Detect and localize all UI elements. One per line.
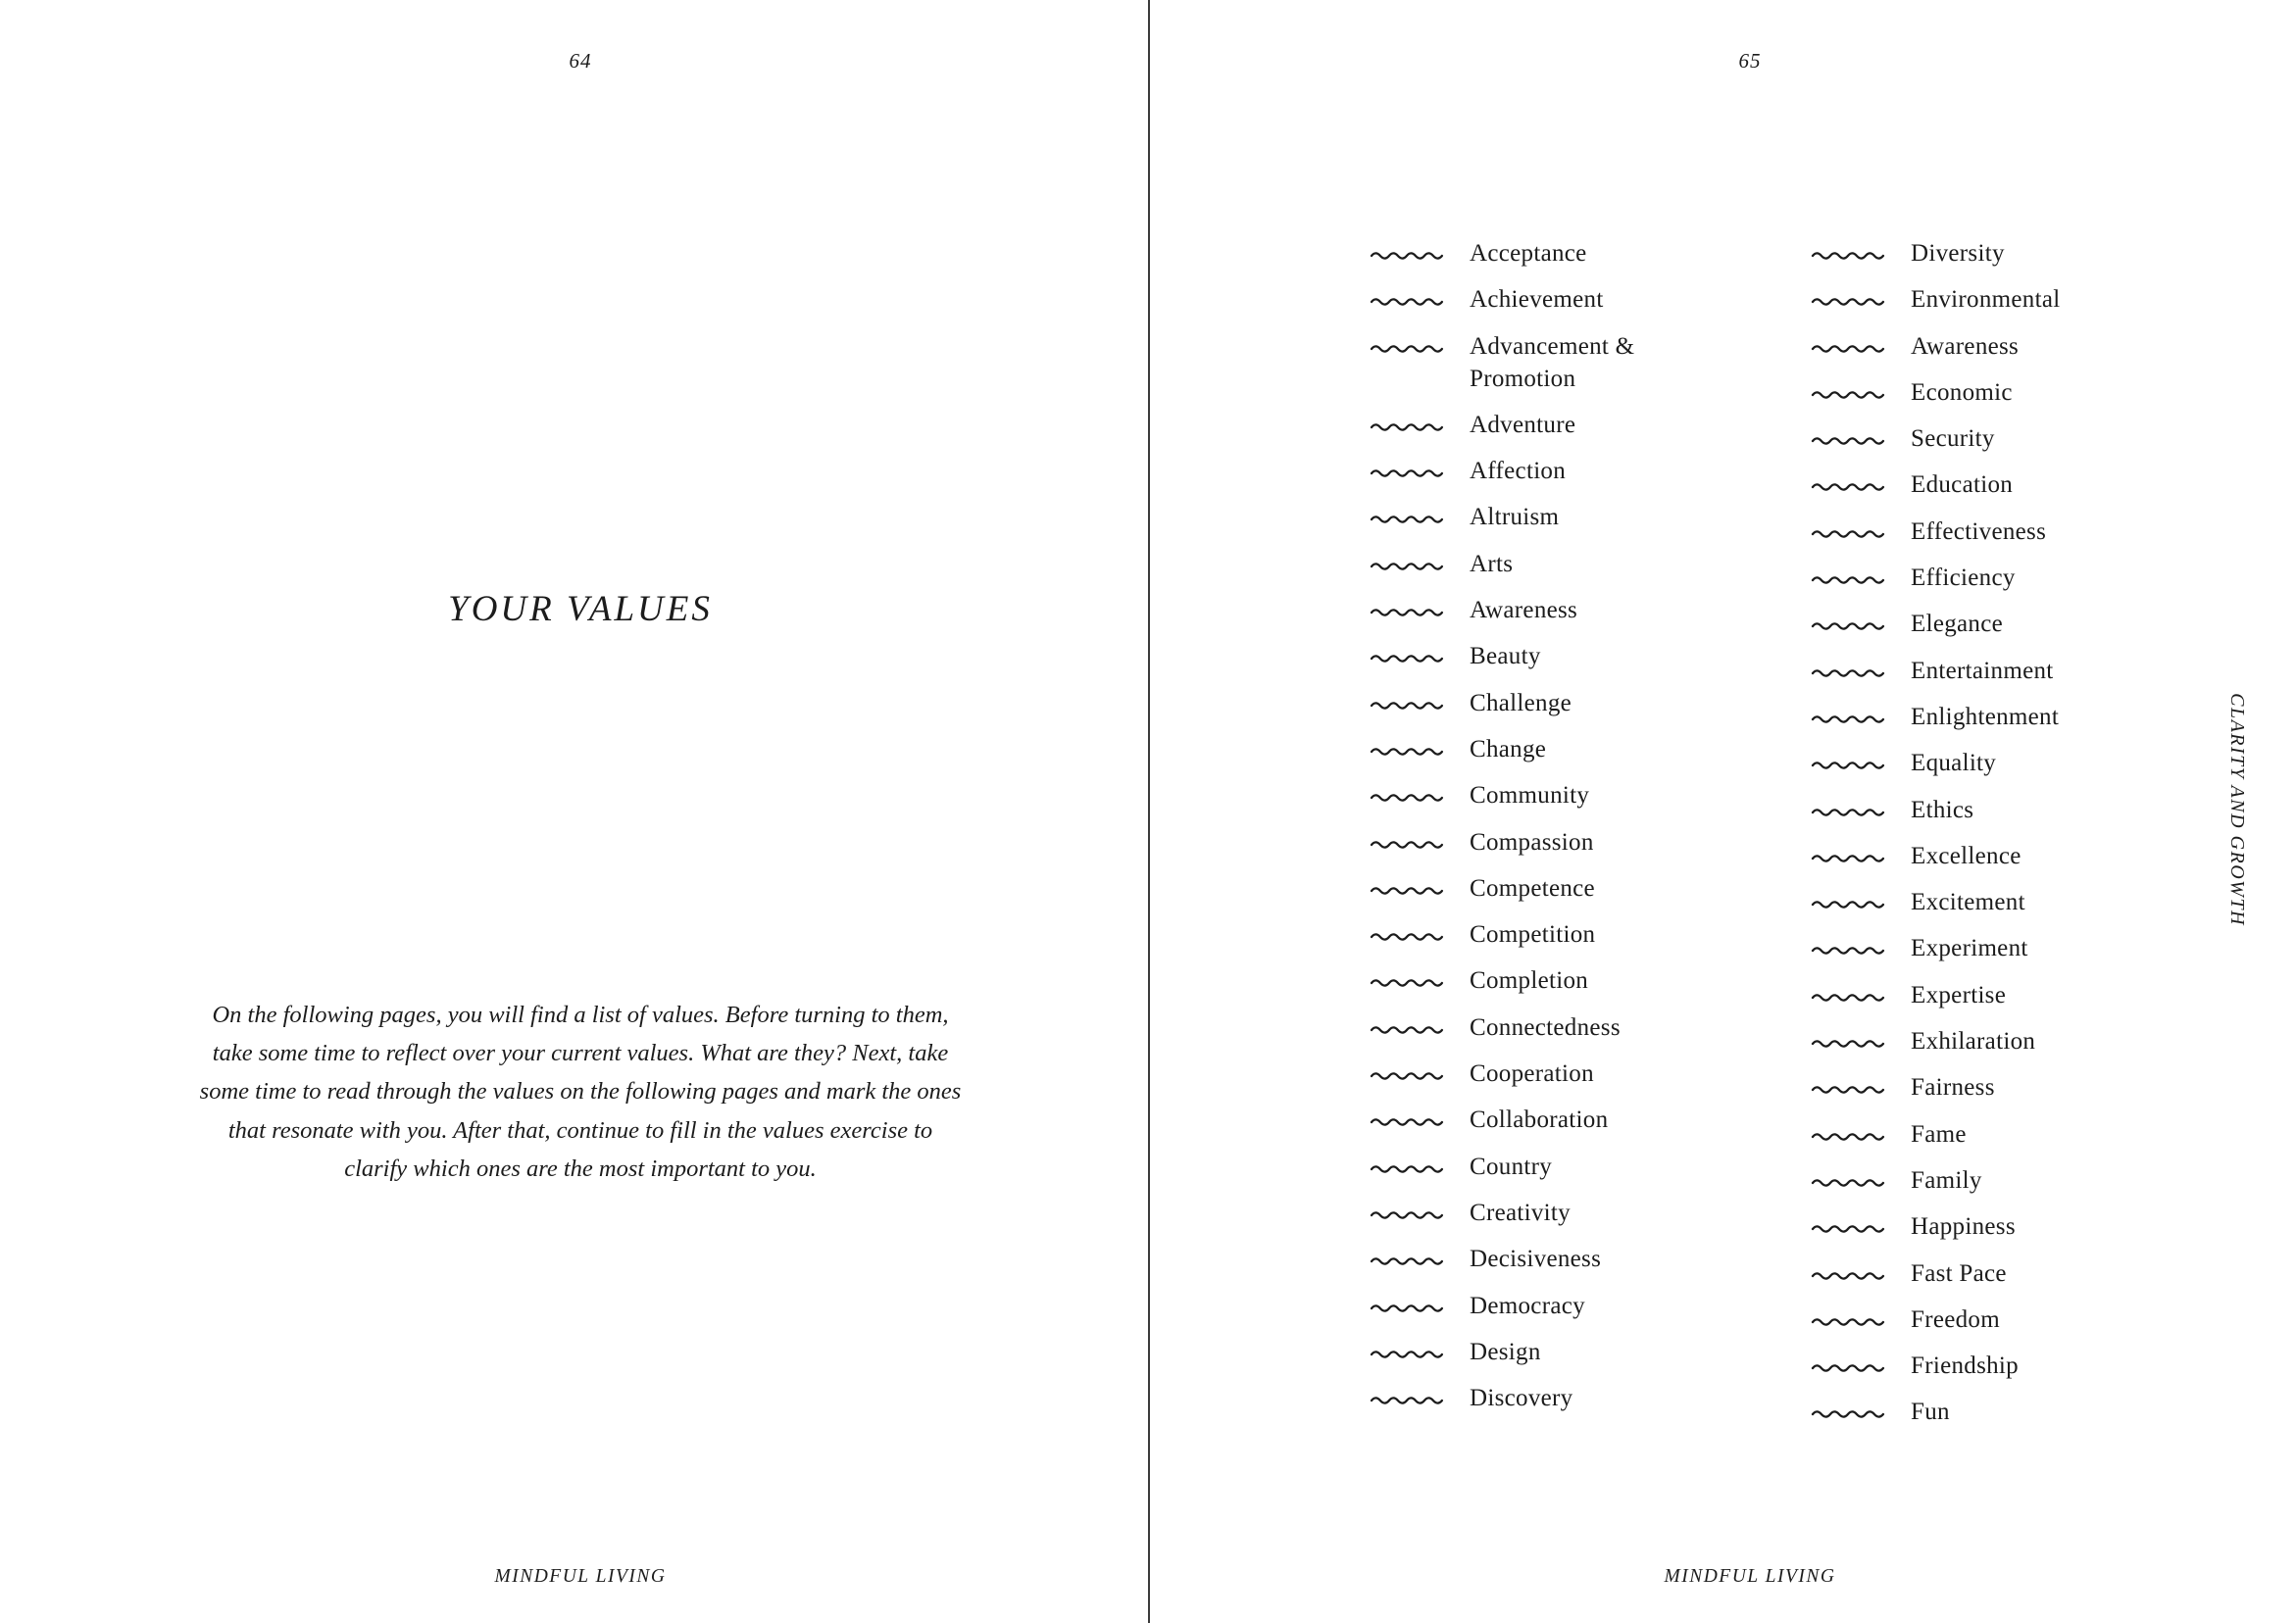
value-label: Design	[1470, 1338, 1541, 1365]
page-number-right: 65	[1738, 49, 1762, 73]
value-label: Adventure	[1470, 411, 1576, 438]
squiggle-line-icon	[1811, 1315, 1885, 1327]
squiggle-line-icon	[1370, 1208, 1444, 1220]
value-item	[1370, 964, 1634, 997]
value-label: Equality	[1911, 750, 1997, 777]
value-item	[1811, 840, 2060, 872]
value-item	[1370, 501, 1634, 533]
value-item	[1370, 872, 1634, 905]
value-item	[1811, 1210, 2060, 1243]
squiggle-line-icon	[1811, 434, 1885, 446]
value-item	[1370, 409, 1634, 441]
intro-paragraph-line: some time to read through the values on the following pages and mark the ones	[199, 1078, 962, 1106]
squiggle-line-icon	[1811, 759, 1885, 770]
value-label: Achievement	[1470, 286, 1604, 314]
intro-paragraph-line: On the following pages, you will find a list of values. Before turning to them,	[212, 1002, 949, 1028]
squiggle-line-icon	[1811, 1037, 1885, 1049]
value-label: Experiment	[1911, 935, 2028, 962]
value-item	[1370, 918, 1634, 951]
squiggle-line-icon	[1370, 1115, 1444, 1127]
value-label: Awareness	[1470, 597, 1578, 624]
intro-paragraph-line: that resonate with you. After that, continue to fill in the values exercise to	[227, 1116, 933, 1144]
squiggle-line-icon	[1811, 249, 1885, 261]
value-item	[1811, 794, 2060, 826]
squiggle-line-icon	[1811, 573, 1885, 585]
value-item	[1811, 747, 2060, 779]
value-item	[1370, 1104, 1634, 1136]
intro-paragraph-line: take some time to reflect over your current values. What are they? Next, take	[212, 1040, 949, 1067]
squiggle-line-icon	[1811, 852, 1885, 863]
squiggle-line-icon	[1370, 606, 1444, 617]
value-label: Completion	[1470, 967, 1589, 995]
value-label: Economic	[1911, 378, 2013, 406]
values-column-1	[1370, 237, 1634, 1428]
value-item	[1811, 1396, 2060, 1428]
squiggle-line-icon	[1811, 898, 1885, 910]
values-column-2	[1811, 237, 2060, 1443]
value-label: Efficiency	[1911, 565, 2016, 592]
value-item	[1811, 1257, 2060, 1290]
squiggle-line-icon	[1370, 249, 1444, 261]
squiggle-line-icon	[1370, 1023, 1444, 1035]
squiggle-line-icon	[1811, 806, 1885, 817]
squiggle-line-icon	[1811, 342, 1885, 354]
squiggle-line-icon	[1370, 1348, 1444, 1359]
value-label: Acceptance	[1470, 240, 1587, 267]
value-item	[1370, 1290, 1634, 1322]
squiggle-line-icon	[1811, 295, 1885, 307]
value-label: Education	[1911, 471, 2014, 499]
value-item	[1370, 1011, 1634, 1044]
value-label: Environmental	[1911, 286, 2061, 314]
page-number-left: 64	[569, 49, 592, 73]
value-item	[1811, 516, 2060, 548]
squiggle-line-icon	[1370, 699, 1444, 711]
value-item	[1370, 330, 1634, 395]
value-item	[1370, 640, 1634, 672]
value-label: Elegance	[1911, 611, 2004, 638]
running-footer-right: MINDFUL LIVING	[1664, 1566, 1836, 1587]
squiggle-line-icon	[1370, 1162, 1444, 1174]
value-item	[1811, 608, 2060, 640]
squiggle-line-icon	[1811, 527, 1885, 539]
value-label: Democracy	[1470, 1292, 1585, 1319]
value-label: Happiness	[1911, 1213, 2016, 1241]
squiggle-line-icon	[1811, 713, 1885, 724]
squiggle-line-icon	[1370, 1069, 1444, 1081]
page-title: YOUR VALUES	[448, 589, 713, 629]
value-label: Altruism	[1470, 504, 1560, 531]
squiggle-line-icon	[1811, 619, 1885, 631]
running-footer-left: MINDFUL LIVING	[494, 1566, 667, 1587]
value-label: Community	[1470, 782, 1590, 810]
squiggle-line-icon	[1370, 791, 1444, 803]
value-label: Cooperation	[1470, 1060, 1594, 1088]
value-label: Advancement & Promotion	[1470, 332, 1635, 392]
value-item	[1370, 1382, 1634, 1414]
value-item	[1811, 655, 2060, 687]
squiggle-line-icon	[1811, 388, 1885, 400]
value-label: Decisiveness	[1470, 1246, 1602, 1273]
squiggle-line-icon	[1370, 1394, 1444, 1405]
intro-paragraph-line: clarify which ones are the most important to you.	[344, 1155, 817, 1182]
value-label: Friendship	[1911, 1352, 2019, 1380]
intro-paragraph	[0, 996, 1161, 1188]
value-item	[1811, 979, 2060, 1011]
value-label: Entertainment	[1911, 657, 2054, 684]
squiggle-line-icon	[1370, 930, 1444, 942]
value-label: Compassion	[1470, 828, 1594, 856]
value-label: Discovery	[1470, 1385, 1573, 1412]
value-label: Challenge	[1470, 689, 1572, 716]
value-item	[1370, 687, 1634, 719]
value-item	[1811, 422, 2060, 455]
value-label: Affection	[1470, 458, 1567, 485]
squiggle-line-icon	[1811, 1176, 1885, 1188]
value-item	[1370, 826, 1634, 859]
squiggle-line-icon	[1811, 991, 1885, 1003]
squiggle-line-icon	[1811, 1361, 1885, 1373]
value-item	[1370, 594, 1634, 626]
squiggle-line-icon	[1811, 1407, 1885, 1419]
squiggle-line-icon	[1811, 1222, 1885, 1234]
squiggle-line-icon	[1370, 467, 1444, 478]
value-item	[1811, 468, 2060, 501]
squiggle-line-icon	[1811, 1269, 1885, 1281]
squiggle-line-icon	[1811, 1083, 1885, 1095]
value-item	[1811, 330, 2060, 363]
value-item	[1370, 283, 1634, 316]
squiggle-line-icon	[1370, 884, 1444, 896]
value-item	[1370, 733, 1634, 765]
value-label: Effectiveness	[1911, 517, 2047, 545]
value-label: Competition	[1470, 921, 1596, 949]
squiggle-line-icon	[1370, 1302, 1444, 1313]
value-label: Diversity	[1911, 240, 2005, 267]
value-item	[1370, 1197, 1634, 1229]
value-label: Ethics	[1911, 796, 1974, 823]
value-label: Fame	[1911, 1120, 1967, 1148]
value-item	[1811, 932, 2060, 964]
value-label: Fun	[1911, 1399, 1950, 1426]
value-item	[1811, 562, 2060, 594]
value-label: Country	[1470, 1153, 1553, 1180]
squiggle-line-icon	[1370, 1254, 1444, 1266]
value-label: Fairness	[1911, 1074, 1995, 1102]
squiggle-line-icon	[1370, 838, 1444, 850]
value-label: Fast Pace	[1911, 1259, 2007, 1287]
value-item	[1370, 1057, 1634, 1090]
value-label: Enlightenment	[1911, 703, 2060, 730]
value-label: Connectedness	[1470, 1013, 1621, 1041]
value-label: Family	[1911, 1166, 1982, 1194]
value-label: Expertise	[1911, 981, 2007, 1008]
squiggle-line-icon	[1370, 420, 1444, 432]
value-item	[1370, 548, 1634, 580]
value-label: Excitement	[1911, 889, 2025, 916]
value-label: Awareness	[1911, 332, 2020, 360]
squiggle-line-icon	[1811, 1130, 1885, 1142]
value-item	[1811, 1303, 2060, 1336]
value-label: Competence	[1470, 874, 1595, 902]
value-label: Freedom	[1911, 1305, 2000, 1333]
value-item	[1811, 376, 2060, 409]
value-item	[1811, 1350, 2060, 1382]
value-item	[1370, 1151, 1634, 1183]
value-label: Change	[1470, 735, 1547, 762]
squiggle-line-icon	[1811, 480, 1885, 492]
value-item	[1370, 237, 1634, 270]
squiggle-line-icon	[1370, 976, 1444, 988]
value-item	[1370, 1243, 1634, 1275]
squiggle-line-icon	[1370, 295, 1444, 307]
value-item	[1370, 455, 1634, 487]
value-item	[1811, 701, 2060, 733]
value-item	[1811, 1164, 2060, 1197]
value-item	[1811, 283, 2060, 316]
value-label: Beauty	[1470, 643, 1541, 670]
value-item	[1370, 1336, 1634, 1368]
value-label: Excellence	[1911, 842, 2021, 869]
value-label: Exhilaration	[1911, 1028, 2036, 1056]
squiggle-line-icon	[1370, 652, 1444, 664]
value-label: Collaboration	[1470, 1107, 1609, 1134]
value-item	[1811, 1025, 2060, 1057]
squiggle-line-icon	[1370, 342, 1444, 354]
squiggle-line-icon	[1811, 666, 1885, 678]
squiggle-line-icon	[1370, 560, 1444, 571]
value-item	[1811, 237, 2060, 270]
squiggle-line-icon	[1370, 513, 1444, 524]
value-item	[1370, 779, 1634, 812]
chapter-tab-label: CLARITY AND GROWTH	[2226, 693, 2248, 926]
value-item	[1811, 1071, 2060, 1104]
value-item	[1811, 886, 2060, 918]
value-label: Security	[1911, 425, 1995, 453]
squiggle-line-icon	[1370, 745, 1444, 757]
value-label: Arts	[1470, 550, 1514, 577]
value-label: Creativity	[1470, 1199, 1571, 1226]
squiggle-line-icon	[1811, 944, 1885, 956]
page-divider	[1148, 0, 1150, 1623]
value-item	[1811, 1118, 2060, 1151]
